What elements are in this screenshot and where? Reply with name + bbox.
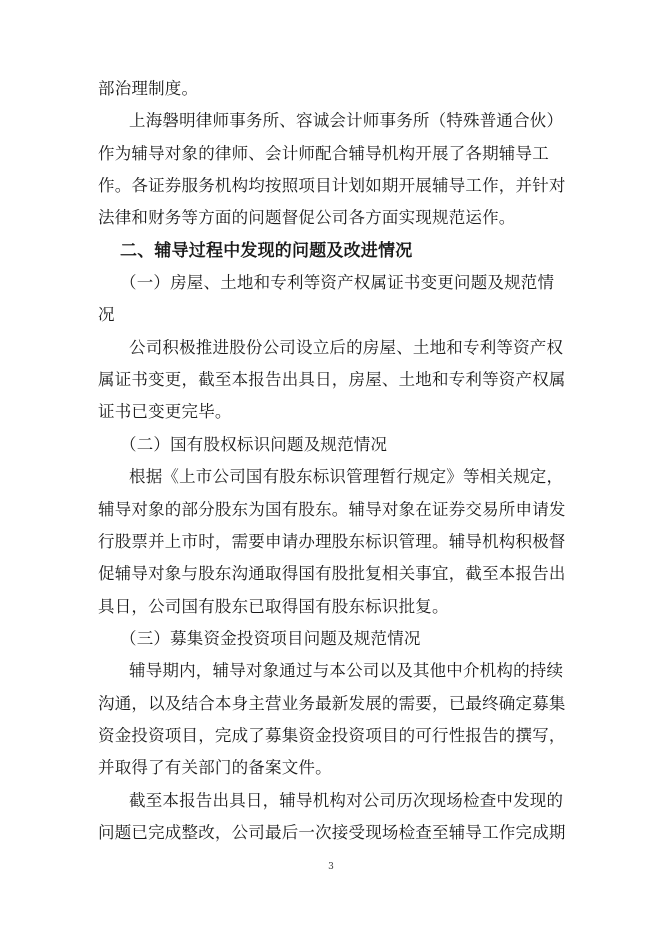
paragraph-line: 证书已变更完毕。	[98, 402, 232, 421]
paragraph-line: 行股票并上市时，需要申请办理股东标识管理。辅导机构积极督	[98, 532, 566, 551]
paragraph-line: 部治理制度。	[98, 79, 199, 98]
paragraph-line: 根据《上市公司国有股东标识管理暂行规定》等相关规定，	[129, 467, 564, 486]
paragraph-line: 作为辅导对象的律师、会计师配合辅导机构开展了各期辅导工	[98, 144, 549, 163]
page-number: 3	[328, 862, 334, 872]
subsection-heading: （三）募集资金投资项目问题及规范情况	[120, 629, 421, 648]
paragraph-line: 促辅导对象与股东沟通取得国有股批复相关事宜，截至本报告出	[98, 564, 566, 583]
paragraph-line: 上海磐明律师事务所、容诚会计师事务所（特殊普通合伙）	[129, 111, 564, 130]
paragraph-line: 辅导对象的部分股东为国有股东。辅导对象在证券交易所申请发	[98, 500, 566, 519]
paragraph-line: 辅导期内，辅导对象通过与本公司以及其他中介机构的持续	[129, 661, 564, 680]
paragraph-line: 资金投资项目，完成了募集资金投资项目的可行性报告的撰写，	[98, 726, 566, 745]
section-heading: 二、辅导过程中发现的问题及改进情况	[120, 241, 413, 261]
paragraph-line: 作。各证券服务机构均按照项目计划如期开展辅导工作，并针对	[98, 176, 566, 195]
subsection-heading: （二）国有股权标识问题及规范情况	[120, 435, 388, 454]
subsection-heading-continuation: 况	[98, 305, 115, 324]
paragraph-line: 属证书变更，截至本报告出具日，房屋、土地和专利等资产权属	[98, 370, 566, 389]
paragraph-line: 截至本报告出具日，辅导机构对公司历次现场检查中发现的	[129, 791, 564, 810]
paragraph-line: 法律和财务等方面的问题督促公司各方面实现规范运作。	[98, 208, 516, 227]
subsection-heading: （一）房屋、土地和专利等资产权属证书变更问题及规范情	[120, 273, 555, 292]
paragraph-line: 具日，公司国有股东已取得国有股东标识批复。	[98, 597, 449, 616]
paragraph-line: 公司积极推进股份公司设立后的房屋、土地和专利等资产权	[129, 338, 564, 357]
paragraph-line: 问题已完成整改，公司最后一次接受现场检查至辅导工作完成期	[98, 823, 566, 842]
paragraph-line: 并取得了有关部门的备案文件。	[98, 758, 332, 777]
paragraph-line: 沟通，以及结合本身主营业务最新发展的需要，已最终确定募集	[98, 694, 566, 713]
